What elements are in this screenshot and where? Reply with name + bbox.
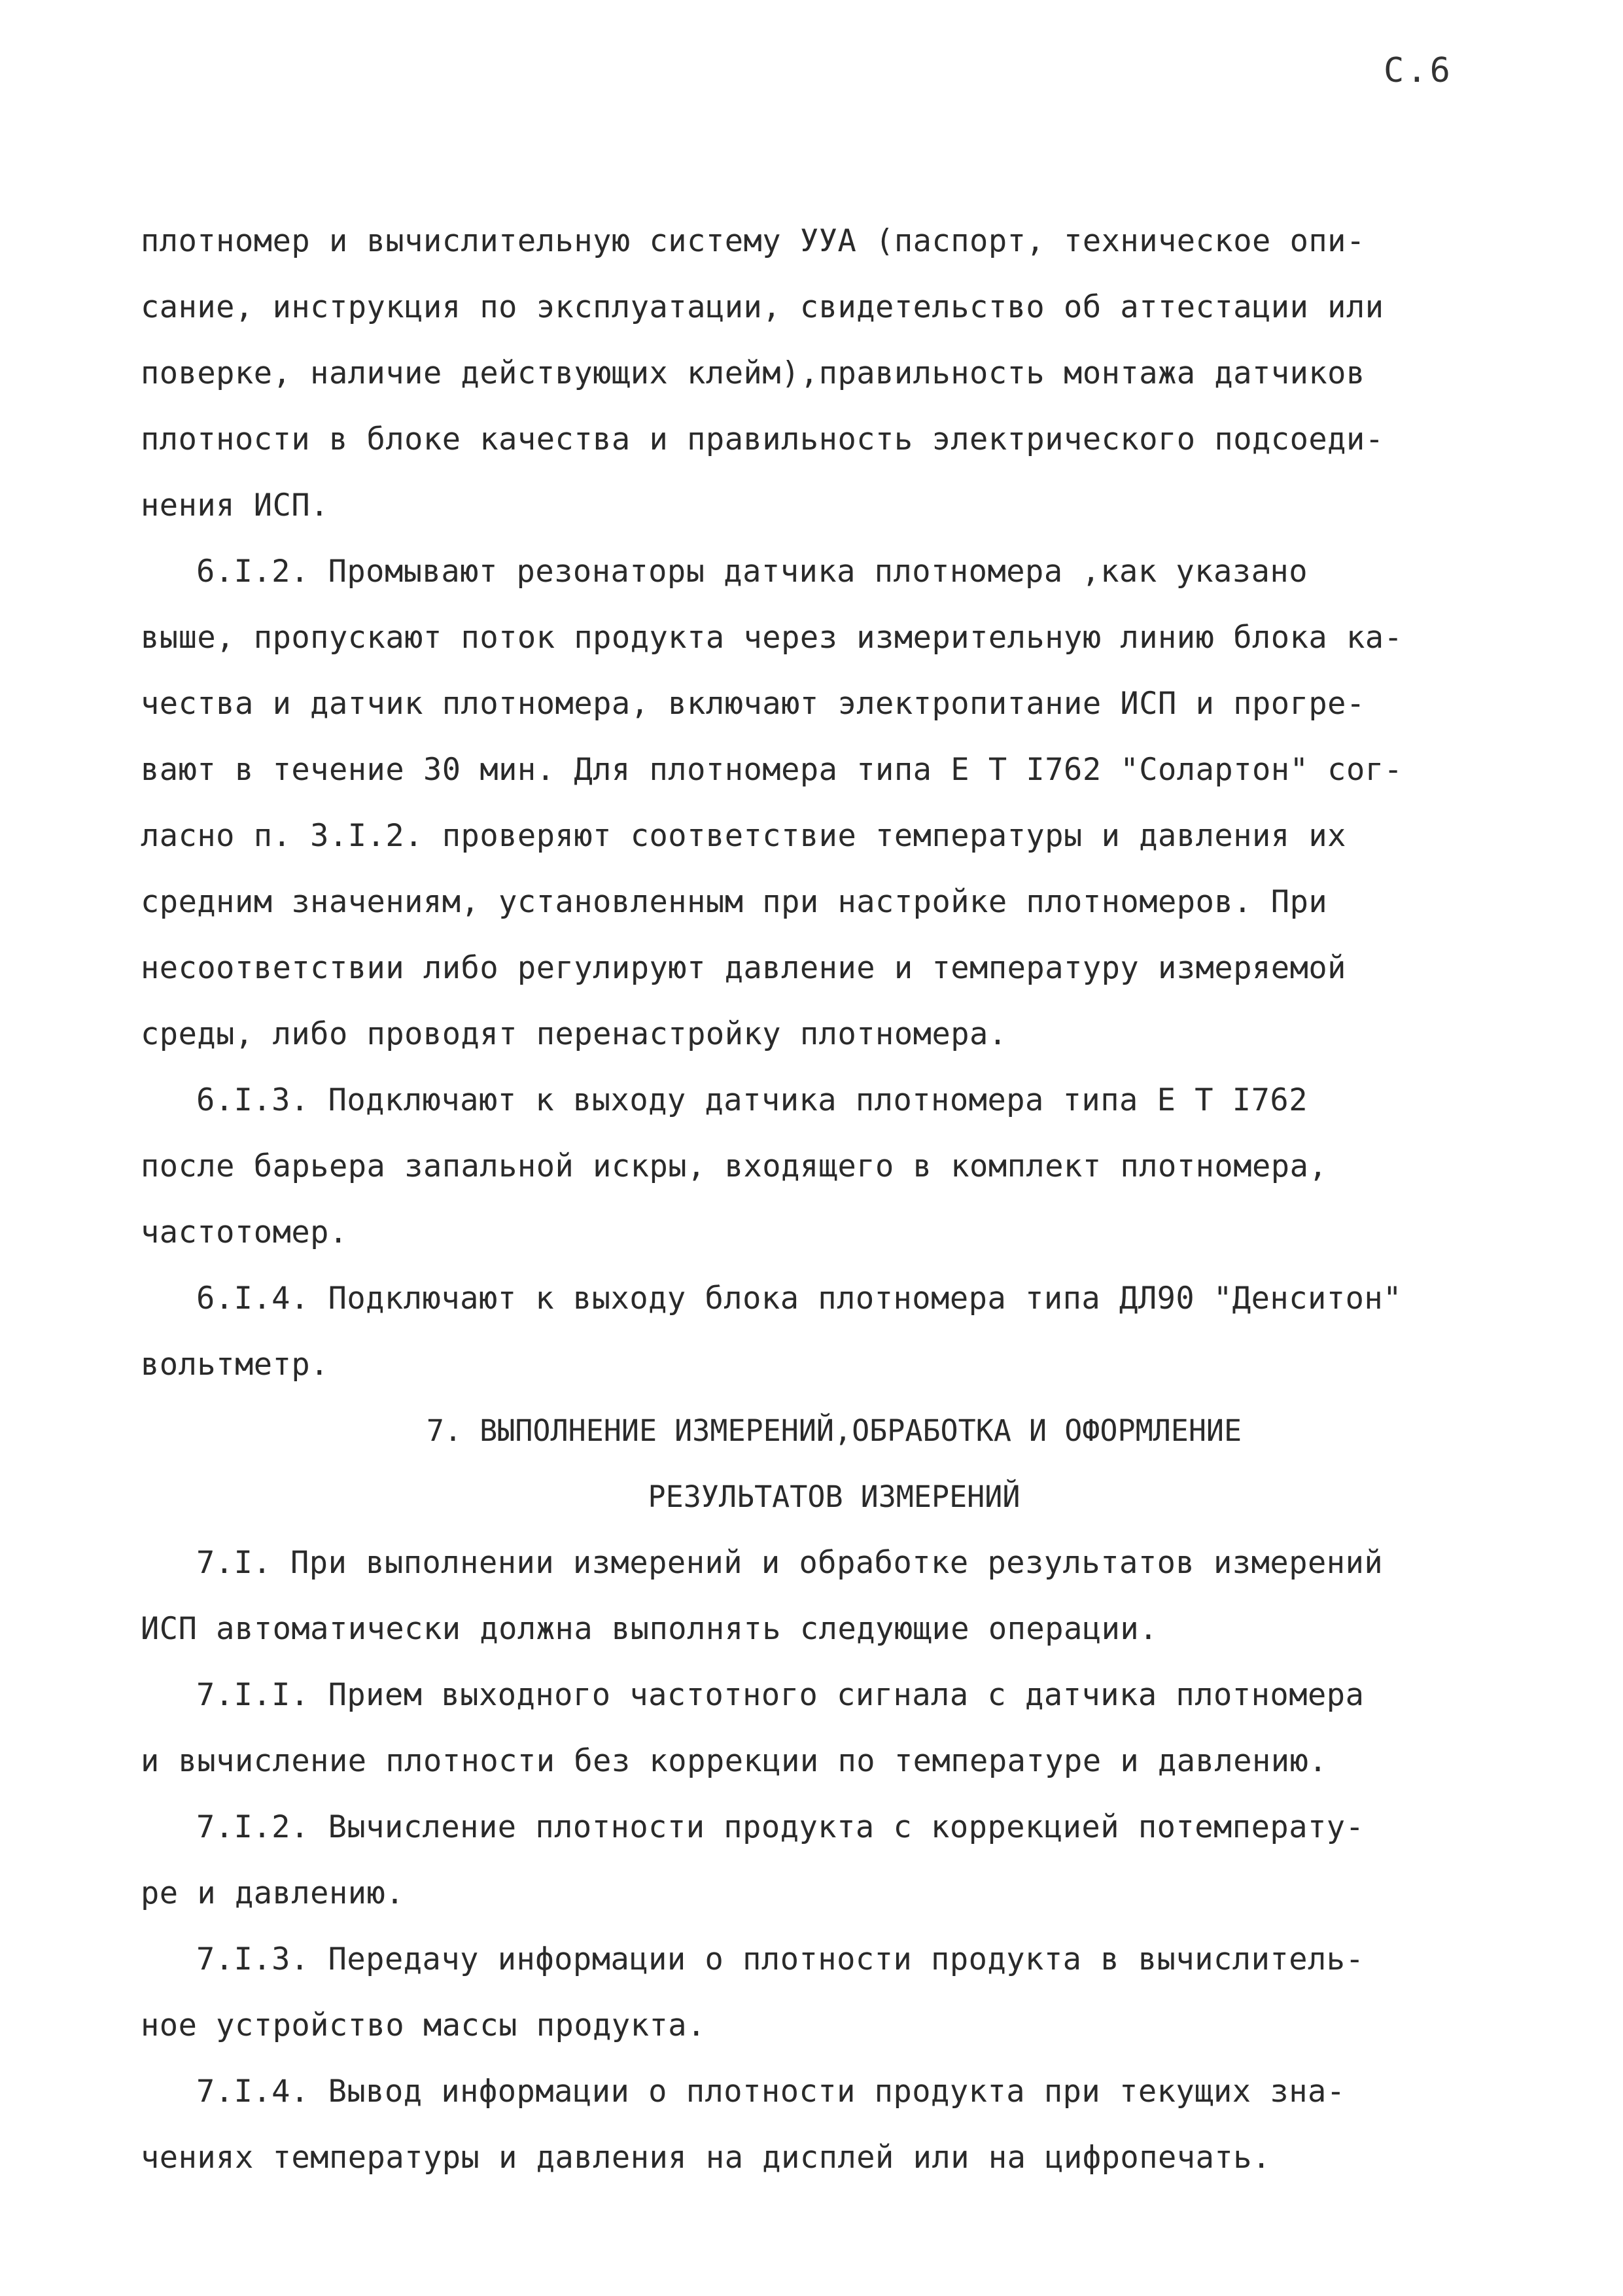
text-line: 7.I.4. Вывод информации о плотности продукта при текущих зна- xyxy=(196,2074,1346,2110)
document-body xyxy=(141,208,1501,2191)
text-line: нения ИСП. xyxy=(141,487,329,523)
text-line: ре и давлению. xyxy=(141,1875,405,1911)
text-line: 6.I.3. Подключают к выходу датчика плотномера типа Е Т I762 xyxy=(196,1082,1308,1118)
text-line: 6.I.2. Промывают резонаторы датчика плотномера ,как указано xyxy=(196,554,1308,590)
text-line: после барьера запальной искры, входящего в комплект плотномера, xyxy=(141,1148,1328,1184)
text-line: поверке, наличие действующих клейм),правильность монтажа датчиков xyxy=(141,355,1365,391)
text-line: ИСП автоматически должна выполнять следующие операции. xyxy=(141,1611,1159,1647)
text-line: 7.I.I. Прием выходного частотного сигнала с датчика плотномера xyxy=(196,1677,1365,1713)
text-line: чества и датчик плотномера, включают электропитание ИСП и прогре- xyxy=(141,686,1365,722)
text-line: средним значениям, установленным при настройке плотномеров. При xyxy=(141,884,1328,920)
text-line: выше, пропускают поток продукта через измерительную линию блока ка- xyxy=(141,620,1403,656)
section-heading-line: РЕЗУЛЬТАТОВ ИЗМЕРЕНИЙ xyxy=(648,1479,1021,1514)
text-line: чениях температуры и давления на дисплей или на цифропечать. xyxy=(141,2140,1271,2176)
page-number: С.6 xyxy=(1384,51,1453,90)
text-line: плотномер и вычислительную систему УУА (паспорт, техническое опи- xyxy=(141,223,1365,259)
text-line: частотомер. xyxy=(141,1214,348,1250)
text-line: и вычисление плотности без коррекции по температуре и давлению. xyxy=(141,1743,1328,1779)
text-line: 7.I. При выполнении измерений и обработке результатов измерений xyxy=(196,1545,1384,1581)
text-line: вают в течение 30 мин. Для плотномера типа Е Т I762 "Солартон" сог- xyxy=(141,752,1403,788)
text-line: сание, инструкция по эксплуатации, свидетельство об аттестации или xyxy=(141,289,1384,325)
section-heading-line: 7. ВЫПОЛНЕНИЕ ИЗМЕРЕНИЙ,ОБРАБОТКА И ОФОРМЛЕНИЕ xyxy=(426,1413,1242,1448)
text-line: вольтметр. xyxy=(141,1347,329,1383)
text-line: среды, либо проводят перенастройку плотномера. xyxy=(141,1016,1007,1052)
text-line: ное устройство массы продукта. xyxy=(141,2007,706,2043)
text-line: плотности в блоке качества и правильность электрического подсоеди- xyxy=(141,421,1384,457)
text-line: 7.I.2. Вычисление плотности продукта с коррекцией потемперату- xyxy=(196,1809,1365,1845)
text-line: несоответствии либо регулируют давление и температуру измеряемой xyxy=(141,950,1346,986)
text-line: ласно п. 3.I.2. проверяют соответствие температуры и давления их xyxy=(141,818,1346,854)
text-line: 7.I.3. Передачу информации о плотности продукта в вычислитель- xyxy=(196,1941,1365,1977)
text-line: 6.I.4. Подключают к выходу блока плотномера типа ДЛ90 "Денситон" xyxy=(196,1280,1402,1316)
